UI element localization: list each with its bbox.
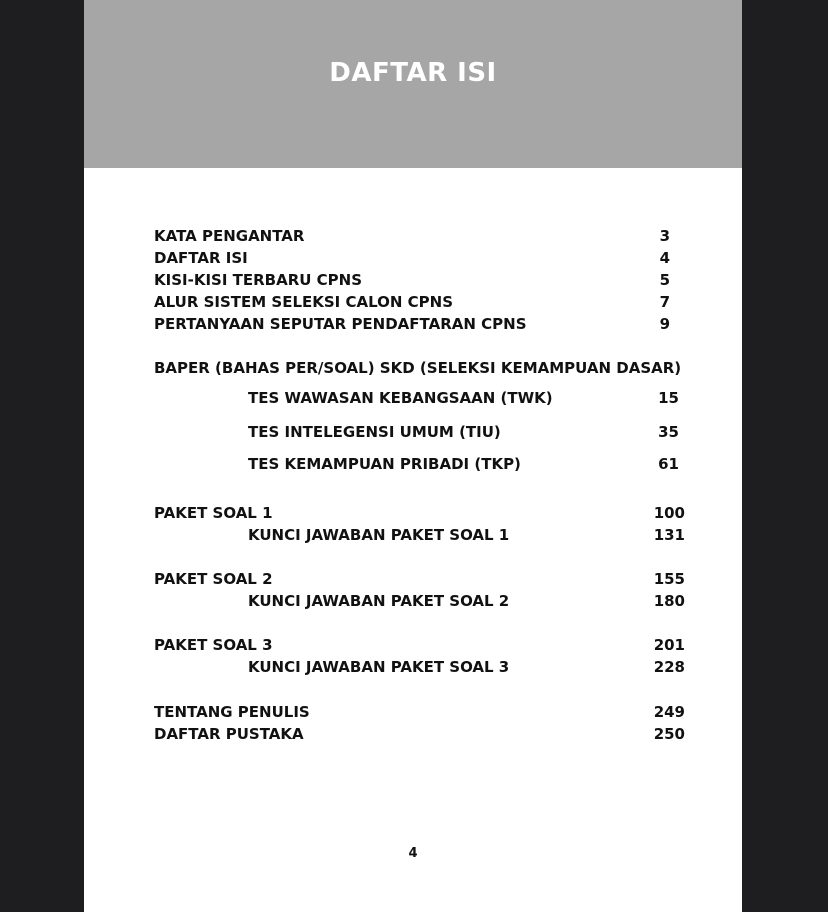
toc-subentry-text: TES KEMAMPUAN PRIBADI (TKP) [248,455,521,473]
toc-entry-page: 5 [659,271,670,289]
toc-entry-page: 9 [659,315,670,333]
toc-entry-text: KISI-KISI TERBARU CPNS [154,271,363,289]
toc-entry-text: PAKET SOAL 3 [154,636,273,654]
toc-entry-page: 7 [659,293,670,311]
toc-entry-text: DAFTAR PUSTAKA [154,725,304,743]
toc-entry-page: 201 [653,636,685,654]
toc-subentry-page: 15 [658,389,679,407]
toc-subentry-text: KUNCI JAWABAN PAKET SOAL 3 [248,658,510,676]
toc-entry-page: 100 [653,504,685,522]
toc-entry-page: 3 [659,227,670,245]
toc-entry-text: ALUR SISTEM SELEKSI CALON CPNS [154,293,454,311]
toc-section-heading: BAPER (BAHAS PER/SOAL) SKD (SELEKSI KEMAMPUAN DASAR) [154,359,682,377]
document-page [84,0,742,912]
header-band [84,0,742,168]
page-number: 4 [408,846,418,861]
toc-entry-text: PAKET SOAL 2 [154,570,273,588]
toc-subentry-page: 180 [653,592,685,610]
toc-entry-page: 250 [653,725,685,743]
toc-subentry-text: TES INTELEGENSI UMUM (TIU) [248,423,501,441]
toc-entry-page: 155 [653,570,685,588]
toc-subentry-page: 228 [653,658,685,676]
toc-subentry-page: 35 [658,423,679,441]
toc-entry-page: 4 [659,249,670,267]
toc-entry-page: 249 [653,703,685,721]
toc-subentry-text: TES WAWASAN KEBANGSAAN (TWK) [248,389,553,407]
toc-entry-text: KATA PENGANTAR [154,227,305,245]
toc-entry-text: PAKET SOAL 1 [154,504,273,522]
toc-entry-text: DAFTAR ISI [154,249,248,267]
toc-subentry-text: KUNCI JAWABAN PAKET SOAL 2 [248,592,510,610]
toc-subentry-page: 61 [658,455,679,473]
toc-subentry-page: 131 [653,526,685,544]
toc-entry-text: TENTANG PENULIS [154,703,310,721]
toc-subentry-text: KUNCI JAWABAN PAKET SOAL 1 [248,526,510,544]
page-title: DAFTAR ISI [329,58,497,88]
toc-entry-text: PERTANYAAN SEPUTAR PENDAFTARAN CPNS [154,315,527,333]
